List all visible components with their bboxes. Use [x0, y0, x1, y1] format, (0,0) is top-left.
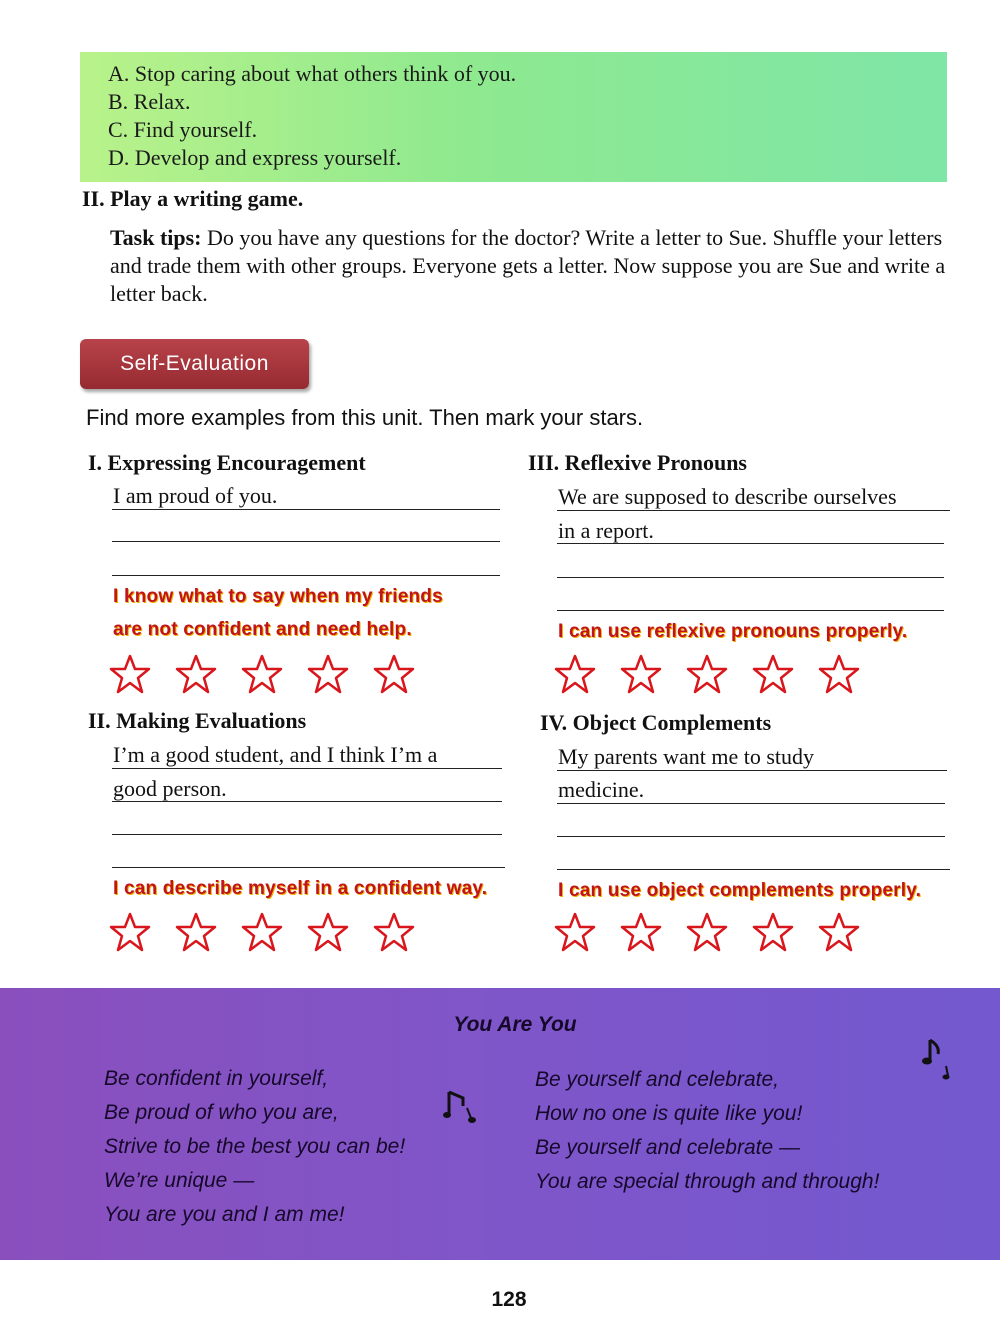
option-a: A. Stop caring about what others think of you. — [108, 61, 517, 86]
star-icon[interactable] — [751, 912, 795, 952]
writing-line — [557, 543, 944, 544]
music-note-icon — [920, 1036, 956, 1082]
star-rating — [553, 654, 861, 694]
options-box — [80, 52, 947, 182]
answer-line: My parents want me to study — [558, 744, 815, 769]
answer-line: I’m a good student, and I think I’m a — [113, 742, 438, 767]
category-title: IV. Object Complements — [540, 710, 772, 735]
writing-line — [557, 577, 944, 578]
star-icon[interactable] — [108, 912, 152, 952]
can-do-statement: are not confident and need help. — [113, 619, 412, 640]
poem-line: You are special through and through! — [535, 1170, 880, 1193]
answer-line: medicine. — [558, 777, 645, 802]
writing-line — [112, 867, 505, 868]
writing-line — [557, 610, 944, 611]
can-do-statement: I can use object complements properly. — [558, 880, 922, 901]
poem-line: You are you and I am me! — [104, 1203, 345, 1226]
can-do-statement: I know what to say when my friends — [113, 586, 443, 607]
section-heading: II. Play a writing game. — [82, 186, 304, 211]
writing-line — [112, 801, 502, 802]
category-title: II. Making Evaluations — [88, 708, 307, 733]
star-icon[interactable] — [240, 912, 284, 952]
star-icon[interactable] — [240, 654, 284, 694]
star-icon[interactable] — [751, 654, 795, 694]
writing-line — [557, 869, 950, 870]
option-c: C. Find yourself. — [108, 117, 258, 142]
writing-line — [557, 836, 945, 837]
star-icon[interactable] — [553, 654, 597, 694]
task-tips-text: Do you have any questions for the doctor? Write a letter to Sue. Shuffle your letters and trade them with other groups. Everyone gets a letter. Now suppose you are Sue and write a letter back. — [110, 225, 946, 306]
task-tips — [110, 224, 960, 308]
star-rating — [553, 912, 861, 952]
star-icon[interactable] — [817, 654, 861, 694]
star-rating — [108, 654, 416, 694]
poem-line: How no one is quite like you! — [535, 1102, 803, 1125]
option-d: D. Develop and express yourself. — [108, 145, 402, 170]
star-icon[interactable] — [619, 912, 663, 952]
star-icon[interactable] — [108, 654, 152, 694]
instruction-text: Find more examples from this unit. Then mark your stars. — [86, 405, 644, 430]
answer-line: in a report. — [558, 518, 654, 543]
poem-line: Be confident in yourself, — [104, 1067, 329, 1090]
writing-line — [557, 770, 947, 771]
star-icon[interactable] — [685, 912, 729, 952]
writing-line — [112, 768, 502, 769]
option-b: B. Relax. — [108, 89, 191, 114]
category-title: III. Reflexive Pronouns — [528, 450, 747, 475]
poem-line: Be yourself and celebrate — — [535, 1136, 800, 1159]
star-icon[interactable] — [306, 654, 350, 694]
poem-line: Be proud of who you are, — [104, 1101, 339, 1124]
writing-line — [112, 509, 500, 510]
poem-line: Strive to be the best you can be! — [104, 1135, 406, 1158]
star-rating — [108, 912, 416, 952]
answer-line: good person. — [113, 776, 227, 801]
star-icon[interactable] — [553, 912, 597, 952]
writing-line — [557, 510, 950, 511]
category-title: I. Expressing Encouragement — [88, 450, 366, 475]
can-do-statement: I can use reflexive pronouns properly. — [558, 621, 908, 642]
star-icon[interactable] — [619, 654, 663, 694]
star-icon[interactable] — [306, 912, 350, 952]
star-icon[interactable] — [685, 654, 729, 694]
self-evaluation-tab: Self-Evaluation — [80, 339, 309, 389]
writing-line — [557, 803, 945, 804]
answer-line: We are supposed to describe ourselves — [558, 484, 897, 509]
writing-line — [112, 834, 502, 835]
star-icon[interactable] — [174, 912, 218, 952]
star-icon[interactable] — [372, 912, 416, 952]
poem-line: Be yourself and celebrate, — [535, 1068, 779, 1091]
can-do-statement: I can describe myself in a confident way. — [113, 878, 488, 899]
star-icon[interactable] — [174, 654, 218, 694]
poem-line: We’re unique — — [104, 1169, 255, 1192]
page-number: 128 — [491, 1288, 527, 1311]
music-note-icon — [443, 1088, 479, 1128]
star-icon[interactable] — [372, 654, 416, 694]
answer-line: I am proud of you. — [113, 483, 278, 508]
task-tips-label: Task tips: — [110, 225, 202, 250]
poem-title: You Are You — [453, 1013, 577, 1036]
writing-line — [112, 541, 500, 542]
writing-line — [112, 575, 500, 576]
star-icon[interactable] — [817, 912, 861, 952]
